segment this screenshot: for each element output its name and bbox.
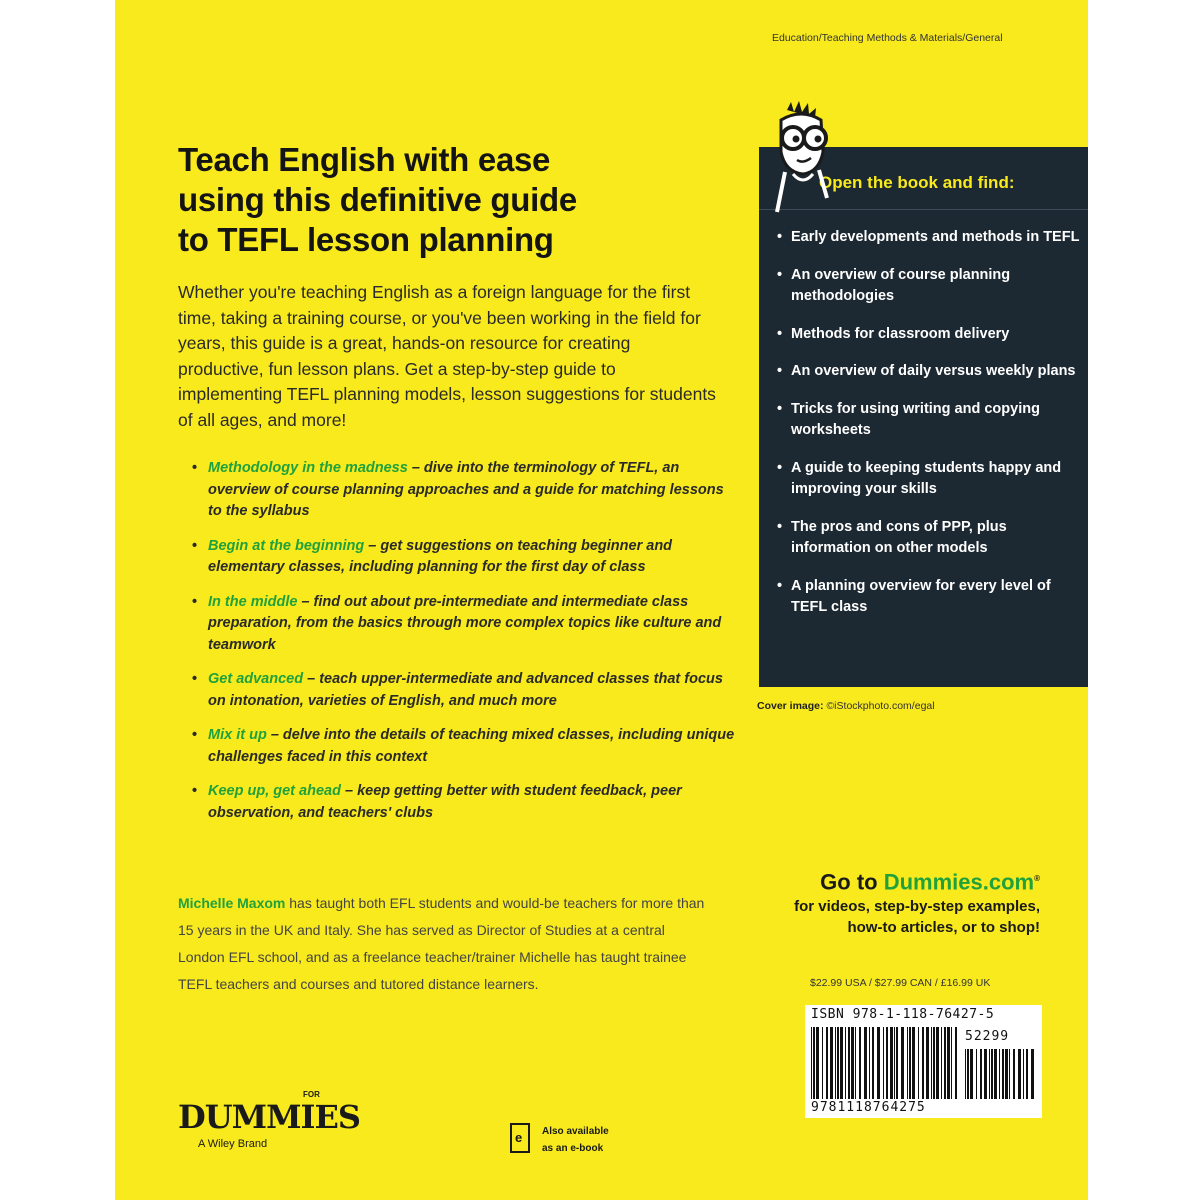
price-line: $22.99 USA / $27.99 CAN / £16.99 UK: [810, 977, 991, 989]
list-item: • Methods for classroom delivery: [777, 324, 1082, 346]
barcode-bar: [931, 1027, 932, 1099]
barcode-bar: [859, 1027, 861, 1099]
find-list: [777, 227, 1082, 635]
list-item: • An overview of daily versus weekly plans: [777, 361, 1082, 383]
ebook-notice: [510, 1123, 640, 1157]
barcode-bar: [989, 1049, 990, 1099]
dummies-link[interactable]: Dummies.com: [883, 869, 1035, 895]
bullet-lead: In the middle: [208, 593, 298, 610]
credit-text: ©iStockphoto.com/egal: [823, 700, 935, 712]
barcode-bar: [1009, 1049, 1010, 1099]
list-item: [190, 781, 735, 824]
list-item: [190, 592, 735, 657]
ebook-text: [542, 1123, 609, 1157]
list-item: • A guide to keeping students happy and improving your skills: [777, 458, 1082, 501]
barcode-bar: [864, 1027, 867, 1099]
ebook-line: Also available: [542, 1126, 609, 1137]
barcode-bar: [999, 1049, 1000, 1099]
author-name: Michelle Maxom: [178, 895, 286, 911]
barcode-bar: [1005, 1049, 1008, 1099]
promo-line: for videos, step-by-step examples,: [794, 898, 1040, 916]
barcode-bar: [967, 1049, 969, 1099]
barcode-bar: [1013, 1049, 1015, 1099]
barcode-bar: [976, 1049, 977, 1099]
promo-line: how-to articles, or to shop!: [847, 919, 1040, 937]
bullet-text: – dive into the terminology of TEFL, an overview of course planning approaches and a guide for matching lessons to the syllabus: [208, 460, 724, 519]
list-item: • Early developments and methods in TEFL: [777, 227, 1082, 249]
barcode-bar: [813, 1027, 815, 1099]
barcode-bar: [980, 1049, 982, 1099]
barcode-bar: [1031, 1049, 1034, 1099]
dummies-promo: [755, 865, 1040, 938]
find-box-title: Open the book and find:: [819, 173, 1015, 192]
barcode-addon-bars-icon: [963, 1049, 1037, 1099]
barcode-bars-icon: [809, 1027, 961, 1099]
barcode-bar: [835, 1027, 836, 1099]
barcode-bar: [822, 1027, 823, 1099]
list-item: • Tricks for using writing and copying worksheets: [777, 399, 1082, 442]
dummies-mascot-icon: [757, 100, 843, 218]
barcode-bar: [890, 1027, 893, 1099]
barcode-bar: [894, 1027, 895, 1099]
barcode-bar: [965, 1049, 966, 1099]
barcode-bar: [994, 1049, 997, 1099]
bullet-text: – keep getting better with student feedback, peer observation, and teachers' clubs: [208, 783, 682, 821]
barcode-bar: [869, 1027, 870, 1099]
headline-line: Teach English with ease: [178, 141, 551, 178]
bullet-lead: Get advanced: [208, 671, 304, 687]
author-bio-text: has taught both EFL students and would-be teachers for more than 15 years in the UK and Italy. She has served as Director of Studies at a central London EFL school, and as a freelance teacher/trainer Michelle has taught trainee TEFL teachers and courses and tutored distance learners.: [178, 895, 705, 992]
barcode-bar: [951, 1027, 952, 1099]
list-item: [190, 725, 735, 768]
logo-for: FOR: [303, 1090, 320, 1099]
barcode-bar: [1002, 1049, 1004, 1099]
barcode-bar: [955, 1027, 957, 1099]
list-item: [190, 669, 735, 712]
promo-prefix: Go to: [820, 869, 884, 895]
isbn-text: ISBN 978-1-118-76427-5: [811, 1007, 995, 1022]
wiley-tagline: A Wiley Brand: [198, 1138, 268, 1150]
book-back-cover: [115, 0, 1088, 1200]
barcode-bar: [912, 1027, 915, 1099]
intro-paragraph: Whether you're teaching English as a foreign language for the first time, taking a training course, or you've been working in the field for years, this guide is a great, hands-on resource for creating productive, fun lesson plans. Get a step-by-step guide to implementing TEFL planning models, lesson suggestions for students of all ages, and more!: [178, 282, 716, 430]
bullet-text: – find out about pre-intermediate and intermediate class preparation, from the basics through more complex topics like culture and teamwork: [208, 593, 722, 653]
headline-line: using this definitive guide: [178, 181, 577, 218]
list-item: • An overview of course planning methodologies: [777, 265, 1082, 308]
ean-digits: 9781118764275: [811, 1100, 926, 1115]
barcode-bar: [816, 1027, 819, 1099]
barcode-bar: [872, 1027, 874, 1099]
list-item: [190, 458, 735, 523]
barcode-bar: [851, 1027, 854, 1099]
barcode-bar: [901, 1027, 904, 1099]
barcode-bar: [933, 1027, 935, 1099]
barcode-bar: [1018, 1049, 1021, 1099]
bullet-lead: Mix it up: [208, 727, 267, 743]
headline: [178, 140, 638, 260]
bullet-text: – get suggestions on teaching beginner and elementary classes, including planning for the first day of class: [208, 537, 673, 575]
ebook-line: as an e-book: [542, 1143, 604, 1154]
author-bio: [178, 890, 713, 998]
barcode-bar: [909, 1027, 911, 1099]
find-box: [759, 147, 1088, 687]
barcode-bar: [926, 1027, 929, 1099]
barcode-bar: [840, 1027, 843, 1099]
barcode-bar: [837, 1027, 839, 1099]
barcode-bar: [1026, 1049, 1028, 1099]
cover-image-credit: [757, 700, 935, 712]
ebook-icon: [510, 1123, 530, 1153]
category-label: Education/Teaching Methods & Materials/General: [772, 32, 1003, 44]
barcode-bar: [970, 1049, 973, 1099]
list-item: • The pros and cons of PPP, plus information on other models: [777, 517, 1082, 560]
barcode-bar: [896, 1027, 898, 1099]
barcode-bar: [918, 1027, 919, 1099]
barcode-bar: [826, 1027, 828, 1099]
barcode-bar: [848, 1027, 850, 1099]
bullet-lead: Methodology in the madness: [208, 460, 408, 476]
barcode-bar: [922, 1027, 924, 1099]
barcode-bar: [877, 1027, 880, 1099]
bullet-lead: Begin at the beginning: [208, 537, 365, 554]
registered-mark: ®: [1034, 874, 1040, 883]
barcode: [805, 1005, 1042, 1118]
barcode-bar: [811, 1027, 812, 1099]
promo-headline: [755, 865, 1040, 896]
dummies-logo: [178, 1088, 360, 1158]
barcode-bar: [947, 1027, 950, 1099]
barcode-bar: [936, 1027, 939, 1099]
barcode-bar: [830, 1027, 833, 1099]
barcode-bar: [991, 1049, 993, 1099]
bullet-text: – delve into the details of teaching mixed classes, including unique challenges faced in this context: [208, 727, 735, 765]
barcode-bar: [941, 1027, 942, 1099]
bullet-lead: Keep up, get ahead: [208, 783, 341, 799]
barcode-bar: [907, 1027, 908, 1099]
ebook-icon-letter: e: [515, 1130, 523, 1145]
list-item: • A planning overview for every level of TEFL class: [777, 576, 1082, 619]
barcode-bar: [855, 1027, 856, 1099]
list-item: [190, 536, 735, 579]
barcode-bar: [984, 1049, 987, 1099]
barcode-bar: [886, 1027, 888, 1099]
barcode-bar: [845, 1027, 846, 1099]
barcode-bar: [944, 1027, 946, 1099]
bullet-text: – teach upper-intermediate and advanced classes that focus on intonation, varieties of English, and much more: [208, 671, 723, 709]
feature-list: [190, 458, 735, 837]
credit-label: Cover image:: [757, 700, 824, 712]
headline-line: to TEFL lesson planning: [178, 221, 554, 258]
barcode-bar: [883, 1027, 884, 1099]
price-code: 52299: [965, 1029, 1010, 1044]
logo-wordmark: DUMMIES: [178, 1098, 360, 1136]
barcode-bar: [1023, 1049, 1024, 1099]
